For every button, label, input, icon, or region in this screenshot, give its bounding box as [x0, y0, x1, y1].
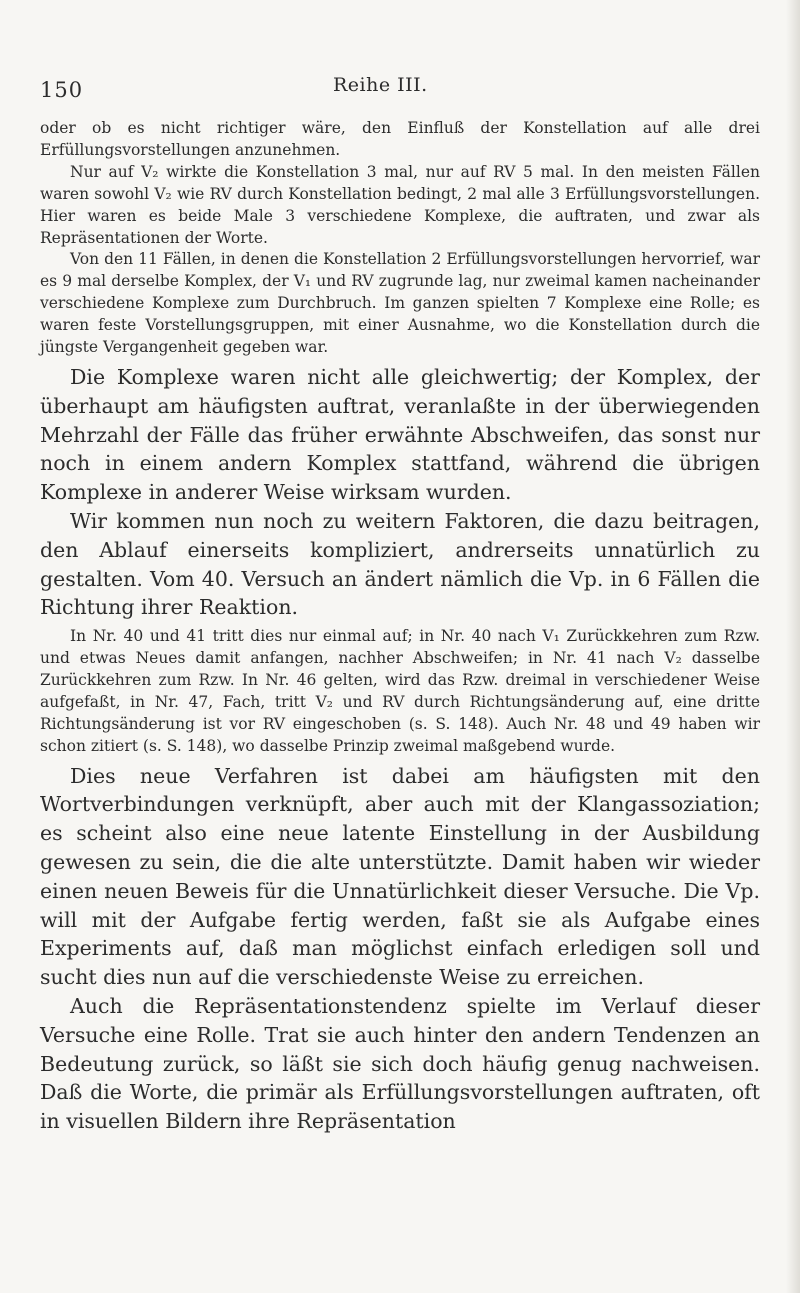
paragraph-1: oder ob es nicht richtiger wäre, den Einfluß der Konstellation auf alle drei Erfüllungsvorstellungen anzunehmen.	[40, 119, 760, 159]
paragraph-8: Auch die Repräsentationstendenz spielte im Verlauf dieser Versuche eine Rolle. Trat sie auch hinter den andern Tendenzen an Bedeutung zurück, so läßt sie sich doch häufig genug nachweisen. Daß die Worte, die primär als Erfüllungsvorstellungen auftraten, oft in visuellen Bildern ihre Repräsentation	[40, 993, 760, 1134]
paragraph-4: Die Komplexe waren nicht alle gleichwertig; der Komplex, der überhaupt am häufigsten auftrat, veranlaßte in der überwiegenden Mehrzahl der Fälle das früher erwähnte Abschweifen, das sonst nur noch in einem andern Komplex stattfand, während die übrigen Komplexe in anderer Weise wirksam wurden.	[40, 364, 760, 505]
page-number: 150	[40, 78, 84, 102]
paragraph-6: In Nr. 40 und 41 tritt dies nur einmal auf; in Nr. 40 nach V₁ Zurückkehren zum Rzw. und etwas Neues damit anfangen, nachher Abschweifen; in Nr. 41 nach V₂ dasselbe Zurückkehren zum Rzw. In Nr. 46 gelten, wird das Rzw. dreimal in verschiedener Weise aufgefaßt, in Nr. 47, Fach, tritt V₂ und RV durch Richtungsänderung auf, eine dritte Richtungsänderung ist vor RV eingeschoben (s. S. 148). Auch Nr. 48 und 49 haben wir schon zitiert (s. S. 148), wo dasselbe Prinzip zweimal maßgebend wurde.	[40, 627, 760, 755]
paragraph-7: Dies neue Verfahren ist dabei am häufigsten mit den Wortverbindungen verknüpft, aber auch mit der Klangassoziation; es scheint also eine neue latente Einstellung in der Ausbildung gewesen zu sein, die die alte unterstützte. Damit haben wir wieder einen neuen Beweis für die Unnatürlichkeit dieser Versuche. Die Vp. will mit der Aufgabe fertig werden, faßt sie als Aufgabe eines Experiments auf, daß man möglichst einfach erledigen soll und sucht dies nun auf die verschiedenste Weise zu erreichen.	[40, 763, 760, 990]
page-header	[40, 74, 760, 108]
page-body	[40, 118, 760, 1136]
running-title: Reihe III.	[333, 74, 428, 96]
paragraph-5: Wir kommen nun noch zu weitern Faktoren, die dazu beitragen, den Ablauf einerseits kompliziert, andrerseits unnatürlich zu gestalten. Vom 40. Versuch an ändert nämlich die Vp. in 6 Fällen die Richtung ihrer Reaktion.	[40, 508, 760, 620]
page-edge-shadow	[786, 0, 800, 1293]
paragraph-3: Von den 11 Fällen, in denen die Konstellation 2 Erfüllungsvorstellungen hervorrief, war es 9 mal derselbe Komplex, der V₁ und RV zugrunde lag, nur zweimal kamen nacheinander verschiedene Komplexe zum Durchbruch. Im ganzen spielten 7 Komplexe eine Rolle; es waren feste Vorstellungsgruppen, mit einer Ausnahme, wo die Konstellation durch die jüngste Vergangenheit gegeben war.	[40, 250, 760, 357]
paragraph-2: Nur auf V₂ wirkte die Konstellation 3 mal, nur auf RV 5 mal. In den meisten Fällen waren sowohl V₂ wie RV durch Konstellation bedingt, 2 mal alle 3 Erfüllungsvorstellungen. Hier waren es beide Male 3 verschiedene Komplexe, die auftraten, und zwar als Repräsentationen der Worte.	[40, 162, 760, 247]
